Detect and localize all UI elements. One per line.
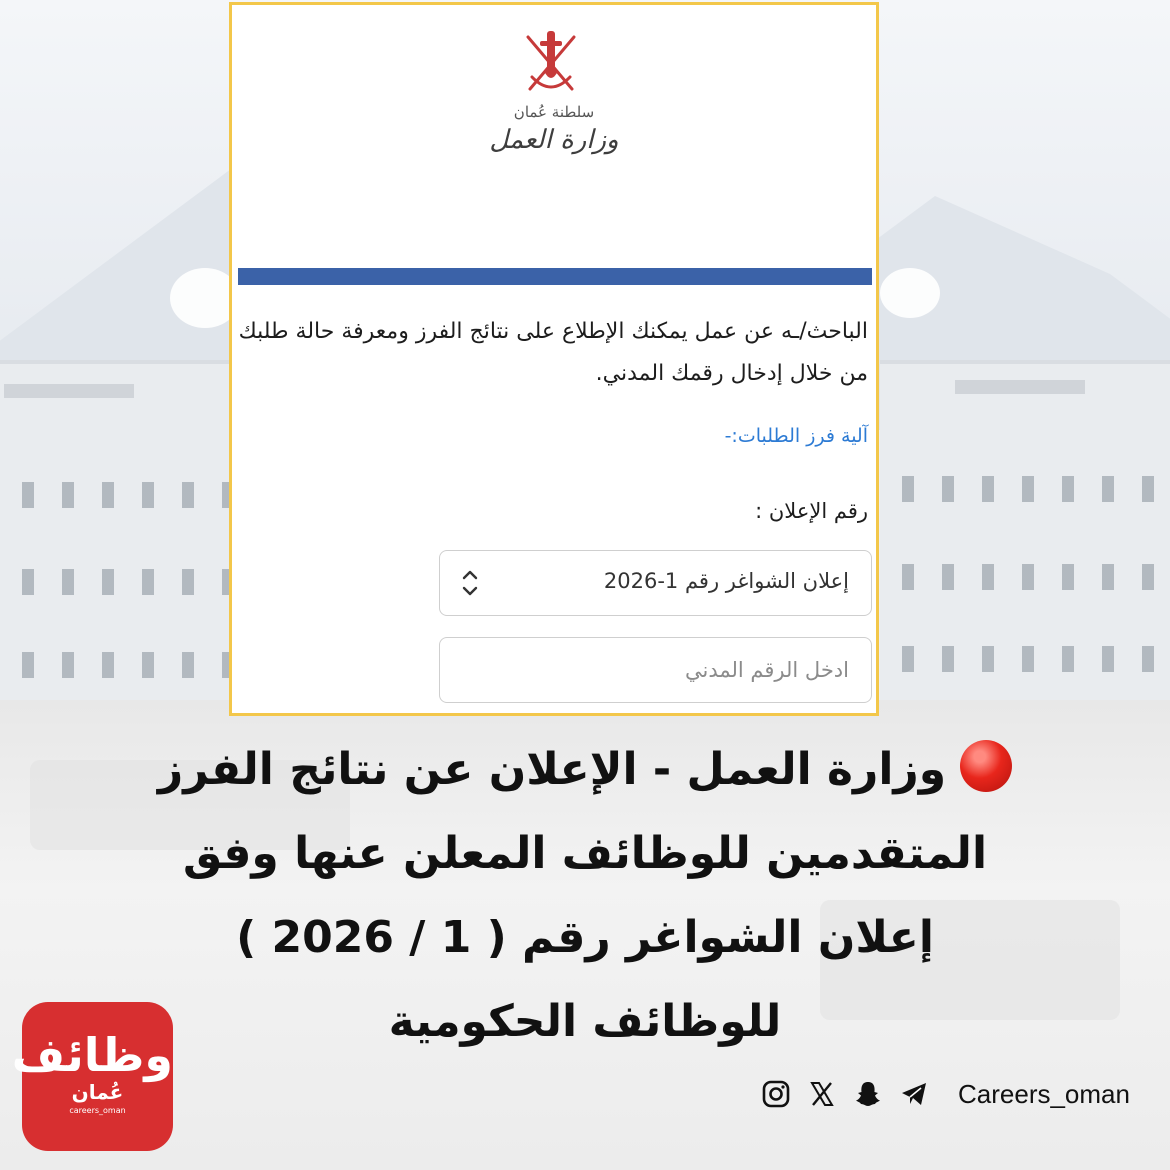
- instagram-icon[interactable]: [760, 1078, 792, 1110]
- headline-line-4: للوظائف الحكومية: [388, 996, 782, 1047]
- civil-id-field[interactable]: [439, 637, 872, 703]
- telegram-icon[interactable]: [898, 1078, 930, 1110]
- headline-line-2: المتقدمين للوظائف المعلن عنها وفق: [182, 828, 988, 879]
- select-updown-icon: [460, 565, 480, 601]
- oman-emblem-icon: [520, 27, 582, 97]
- civil-id-input[interactable]: [440, 638, 871, 702]
- headline-line-1: وزارة العمل - الإعلان عن نتائج الفرز: [157, 744, 947, 795]
- brand-logo: [11, 1002, 173, 1151]
- social-bar: [760, 1074, 1130, 1114]
- logo-country-text: سلطنة عُمان: [513, 103, 595, 121]
- header-divider-bar: [238, 268, 872, 285]
- screenshot-card: [229, 2, 879, 716]
- social-handle: Careers_oman: [958, 1078, 1130, 1109]
- sorting-mechanism-link[interactable]: آلية فرز الطلبات:-: [724, 425, 868, 447]
- brand-logo-arabic: وظائف: [11, 1028, 173, 1082]
- announcement-number-label: رقم الإعلان :: [755, 499, 868, 523]
- snapchat-icon[interactable]: [852, 1078, 884, 1110]
- announcement-select-value: إعلان الشواغر رقم 1-2026: [603, 569, 849, 593]
- headline: [40, 728, 1130, 1064]
- headline-line-3: إعلان الشواغر رقم ( 1 / 2026 ): [236, 912, 934, 963]
- announcement-select[interactable]: [439, 550, 872, 616]
- brand-logo-arabic-sub: عُمان: [71, 1080, 124, 1104]
- brand-logo-english: careers_oman: [69, 1106, 126, 1115]
- logo-ministry-text: وزارة العمل: [489, 125, 619, 155]
- intro-text: الباحث/ـه عن عمل يمكنك الإطلاع على نتائج الفرز ومعرفة حالة طلبك من خلال إدخال رقمك المدني.: [238, 319, 868, 386]
- x-icon[interactable]: [806, 1078, 838, 1110]
- red-circle-icon: [960, 740, 1012, 792]
